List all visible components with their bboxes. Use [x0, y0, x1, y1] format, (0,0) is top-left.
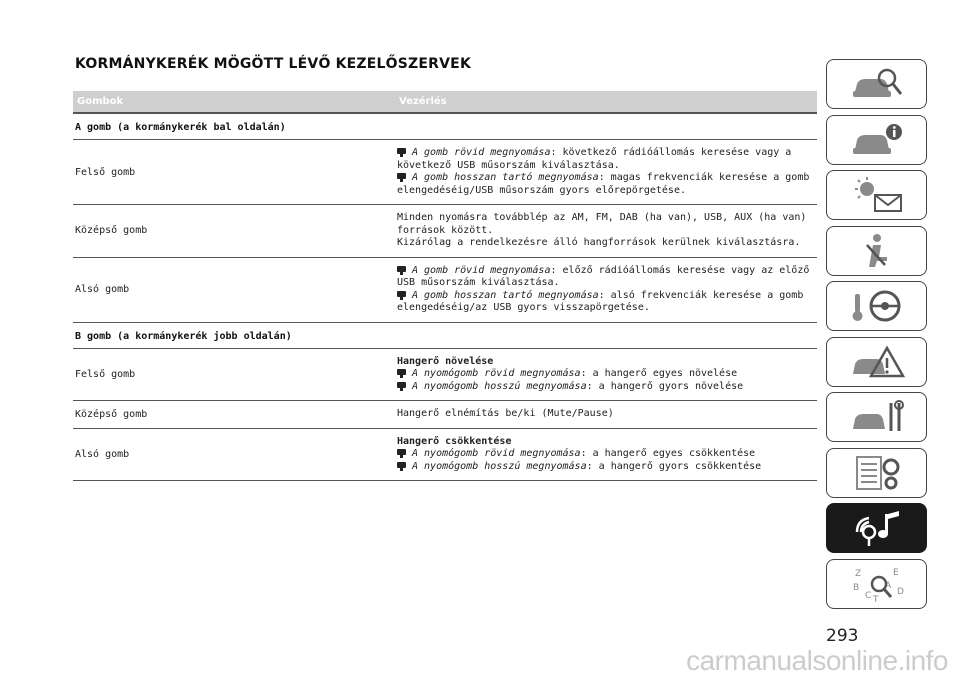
control-heading: Hangerő csökkentése — [397, 435, 512, 447]
multimedia-music-icon — [847, 508, 907, 548]
tab-airbag-seat[interactable] — [826, 226, 927, 276]
button-name: Alsó gomb — [75, 284, 130, 295]
tab-car-tools[interactable] — [826, 392, 927, 442]
tab-specs[interactable] — [826, 448, 927, 498]
description-text: Minden nyomásra továbblép az AM, FM, DAB (ha van), USB, AUX (ha van) források között. — [397, 212, 807, 236]
press-type: A gomb hosszan tartó megnyomása — [412, 172, 599, 183]
tab-car-search[interactable] — [826, 59, 927, 109]
header-buttons: Gombok — [77, 96, 124, 107]
press-type: A nyomógomb rövid megnyomása — [412, 368, 581, 379]
control-description — [397, 205, 817, 257]
table-row — [73, 258, 817, 323]
airbag-seat-icon — [847, 231, 907, 271]
index-letter: C — [864, 590, 871, 601]
button-press-icon — [397, 291, 406, 297]
control-description — [397, 429, 817, 481]
car-info-icon — [847, 120, 907, 160]
tab-car-info[interactable] — [826, 115, 927, 165]
tab-warning-lights[interactable] — [826, 170, 927, 220]
button-press-icon — [397, 382, 406, 388]
button-press-icon — [397, 369, 406, 375]
control-description — [397, 258, 817, 322]
press-effect: : a hangerő egyes növelése — [580, 368, 738, 379]
table-row — [73, 349, 817, 402]
controls-table — [73, 91, 817, 481]
button-press-icon — [397, 173, 406, 179]
button-name: Felső gomb — [75, 166, 136, 178]
press-effect: : előző rádióállomás keresése vagy az előző USB műsorszám kiválasztása. — [397, 264, 810, 288]
index-letter: Z — [854, 568, 861, 579]
control-heading: Hangerő növelése — [397, 355, 494, 367]
button-press-icon — [397, 266, 406, 272]
press-effect: : alsó frekvenciák keresése a gomb elengedéséig/az USB gyors visszapörgetése. — [397, 289, 804, 313]
button-name: Alsó gomb — [75, 448, 130, 460]
press-type: A nyomógomb hosszú megnyomása — [412, 380, 587, 392]
steering-wheel-key-icon — [847, 286, 907, 326]
watermark: carmanualsonline.info — [686, 645, 948, 676]
button-press-icon — [397, 462, 406, 468]
control-description — [397, 349, 817, 401]
press-type: A nyomógomb hosszú megnyomása — [412, 460, 587, 472]
tab-index[interactable] — [826, 559, 927, 609]
page-title: KORMÁNYKERÉK MÖGÖTT LÉVŐ KEZELŐSZERVEK — [75, 56, 471, 72]
press-type: A gomb rövid megnyomása — [412, 264, 551, 276]
button-name: Felső gomb — [75, 368, 136, 380]
warning-lights-mail-icon — [847, 175, 907, 215]
button-name: Középső gomb — [75, 408, 148, 420]
description-text: Hangerő elnémítás be/ki (Mute/Pause) — [397, 408, 614, 419]
table-header — [73, 91, 817, 114]
button-press-icon — [397, 148, 406, 154]
chapter-tabs — [826, 59, 928, 614]
section-b-heading: B gomb (a kormánykerék jobb oldalán) — [73, 323, 817, 349]
press-type: A gomb hosszan tartó megnyomása — [412, 289, 599, 301]
button-name: Középső gomb — [75, 225, 148, 237]
spec-sheet-gear-icon — [847, 453, 907, 493]
press-effect: : a hangerő egyes csökkentése — [580, 448, 756, 459]
description-note: Kizárólag a rendelkezésre álló hangforrások kerülnek kiválasztásra. — [397, 237, 801, 248]
table-row — [73, 401, 817, 429]
press-type: A nyomógomb rövid megnyomása — [412, 448, 581, 459]
press-effect: : következő rádióállomás keresése vagy a következő USB műsorszám kiválasztása. — [397, 147, 792, 171]
car-tools-icon — [847, 397, 907, 437]
tab-steering-wheel[interactable] — [826, 281, 927, 331]
index-letter: T — [872, 594, 878, 604]
press-effect: : a hangerő gyors növelése — [586, 380, 744, 392]
control-description — [397, 401, 817, 428]
button-press-icon — [397, 449, 406, 455]
control-description — [397, 140, 817, 204]
section-a-heading: A gomb (a kormánykerék bal oldalán) — [73, 114, 817, 140]
tab-multimedia[interactable] — [826, 503, 927, 553]
header-controls: Vezérlés — [399, 96, 447, 107]
index-letter: A — [884, 580, 891, 591]
tab-car-crash[interactable] — [826, 337, 927, 387]
car-crash-warning-icon — [847, 342, 907, 382]
table-row — [73, 429, 817, 482]
index-letter: E — [892, 567, 899, 578]
index-letter: B — [852, 582, 859, 593]
car-search-icon — [847, 64, 907, 104]
index-letter: D — [896, 586, 904, 597]
table-row — [73, 140, 817, 205]
press-effect: : a hangerő gyors csökkentése — [586, 460, 762, 472]
table-row — [73, 205, 817, 258]
page-number: 293 — [826, 626, 859, 646]
press-type: A gomb rövid megnyomása — [412, 147, 551, 158]
alphabet-index-icon — [847, 564, 907, 604]
press-effect: : magas frekvenciák keresése a gomb elengedéséig/USB műsorszám gyors előrepörgetése. — [397, 172, 810, 196]
